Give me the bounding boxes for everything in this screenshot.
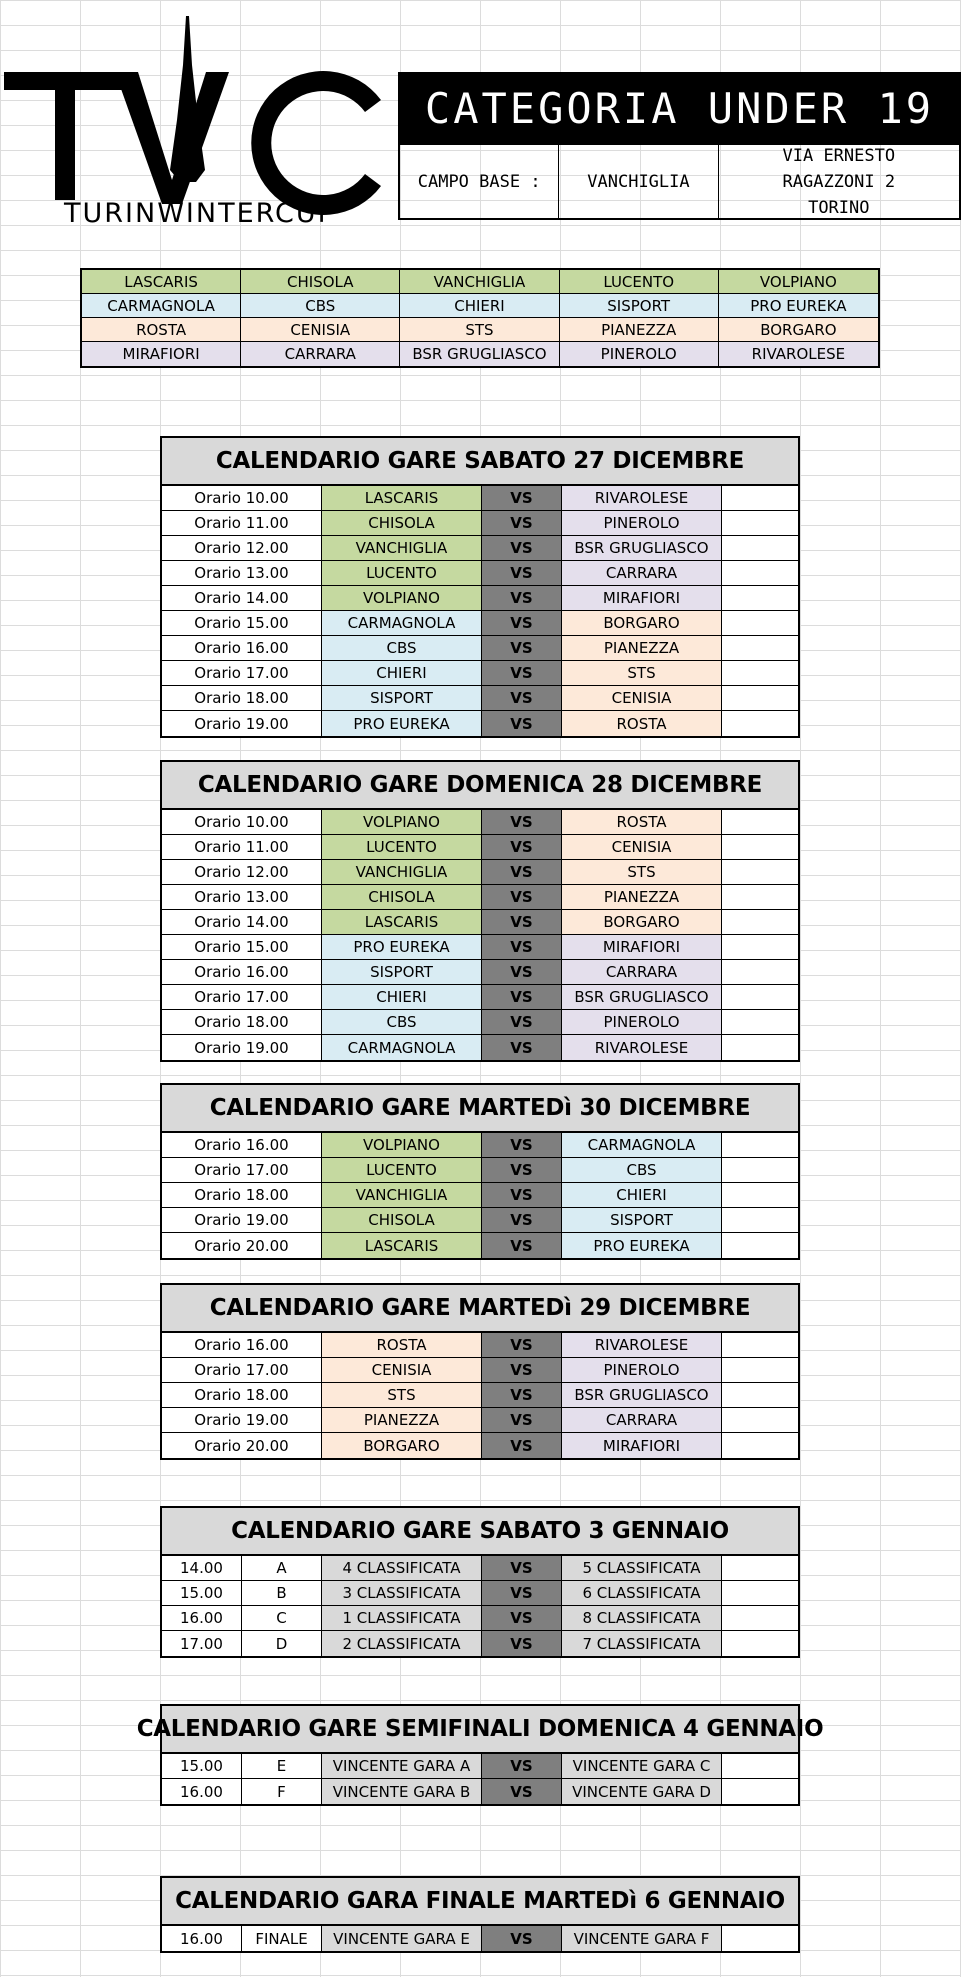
game-row [162, 686, 798, 711]
result-cell [722, 985, 802, 1009]
game-row [162, 636, 798, 661]
group-team-cell: PIANEZZA [560, 318, 719, 342]
address-line-3: TORINO [808, 197, 870, 218]
calendar-title: CALENDARIO GARE MARTEDì 30 DICEMBRE [162, 1085, 798, 1133]
result-cell [722, 1035, 802, 1060]
group-team-cell: MIRAFIORI [82, 342, 241, 366]
game-row [162, 1383, 798, 1408]
home-team: LUCENTO [322, 561, 482, 585]
result-cell [722, 511, 802, 535]
game-time: Orario 15.00 [162, 611, 322, 635]
game-row [162, 985, 798, 1010]
game-time: Orario 19.00 [162, 711, 322, 736]
away-team: ROSTA [562, 711, 722, 736]
result-cell [722, 1754, 802, 1778]
calendar-table [160, 1083, 800, 1260]
game-code: C [242, 1606, 322, 1630]
vs-label: VS [482, 1383, 562, 1407]
vs-label: VS [482, 1581, 562, 1605]
game-row [162, 1333, 798, 1358]
game-time: Orario 14.00 [162, 910, 322, 934]
game-code: A [242, 1556, 322, 1580]
result-cell [722, 1208, 802, 1232]
game-code: F [242, 1779, 322, 1804]
result-cell [722, 1183, 802, 1207]
result-cell [722, 1358, 802, 1382]
game-time: 17.00 [162, 1631, 242, 1656]
away-team: CARRARA [562, 1408, 722, 1432]
calendar-table [160, 436, 800, 738]
game-time: Orario 14.00 [162, 586, 322, 610]
game-row [162, 885, 798, 910]
home-team: CHIERI [322, 661, 482, 685]
vs-label: VS [482, 1333, 562, 1357]
game-time: Orario 12.00 [162, 860, 322, 884]
result-cell [722, 1926, 802, 1951]
game-row [162, 586, 798, 611]
home-team: VINCENTE GARA B [322, 1779, 482, 1804]
home-team: 1 CLASSIFICATA [322, 1606, 482, 1630]
game-row [162, 1035, 798, 1060]
game-time: Orario 16.00 [162, 636, 322, 660]
away-team: STS [562, 860, 722, 884]
game-row [162, 835, 798, 860]
away-team: VINCENTE GARA C [562, 1754, 722, 1778]
calendar-table [136, 1704, 824, 1806]
result-cell [722, 885, 802, 909]
home-team: 4 CLASSIFICATA [322, 1556, 482, 1580]
calendar-table [160, 1283, 800, 1460]
result-cell [722, 486, 802, 510]
vs-label: VS [482, 985, 562, 1009]
base-label: CAMPO BASE : [400, 145, 559, 218]
game-row [162, 935, 798, 960]
game-row [162, 611, 798, 636]
game-row [162, 1183, 798, 1208]
home-team: LUCENTO [322, 835, 482, 859]
game-time: 15.00 [162, 1581, 242, 1605]
home-team: VOLPIANO [322, 586, 482, 610]
home-team: CBS [322, 636, 482, 660]
home-team: PRO EUREKA [322, 711, 482, 736]
group-team-cell: RIVAROLESE [719, 342, 878, 366]
vs-label: VS [482, 711, 562, 736]
game-time: Orario 19.00 [162, 1035, 322, 1060]
vs-label: VS [482, 511, 562, 535]
game-time: Orario 17.00 [162, 1158, 322, 1182]
vs-label: VS [482, 1208, 562, 1232]
result-cell [722, 661, 802, 685]
game-time: Orario 11.00 [162, 835, 322, 859]
game-row [162, 810, 798, 835]
home-team: CBS [322, 1010, 482, 1034]
vs-label: VS [482, 661, 562, 685]
calendar-title: CALENDARIO GARE DOMENICA 28 DICEMBRE [162, 762, 798, 810]
away-team: 6 CLASSIFICATA [562, 1581, 722, 1605]
result-cell [722, 910, 802, 934]
game-time: Orario 18.00 [162, 1383, 322, 1407]
result-cell [722, 1581, 802, 1605]
game-time: Orario 18.00 [162, 686, 322, 710]
away-team: VINCENTE GARA F [562, 1926, 722, 1951]
game-row [162, 711, 798, 736]
game-time: Orario 20.00 [162, 1433, 322, 1458]
vs-label: VS [482, 611, 562, 635]
group-team-cell: CBS [241, 294, 400, 318]
game-time: Orario 16.00 [162, 1333, 322, 1357]
home-team: VANCHIGLIA [322, 860, 482, 884]
group-team-cell: CENISIA [241, 318, 400, 342]
away-team: BORGARO [562, 611, 722, 635]
result-cell [722, 810, 802, 834]
game-time: Orario 20.00 [162, 1233, 322, 1258]
home-team: LASCARIS [322, 486, 482, 510]
group-team-cell: CARRARA [241, 342, 400, 366]
home-team: CHISOLA [322, 1208, 482, 1232]
vs-label: VS [482, 1926, 562, 1951]
home-team: SISPORT [322, 686, 482, 710]
game-time: Orario 13.00 [162, 885, 322, 909]
game-time: Orario 19.00 [162, 1408, 322, 1432]
group-team-cell: BSR GRUGLIASCO [400, 342, 559, 366]
result-cell [722, 1333, 802, 1357]
vs-label: VS [482, 1183, 562, 1207]
game-row [162, 1233, 798, 1258]
group-team-cell: ROSTA [82, 318, 241, 342]
away-team: RIVAROLESE [562, 1333, 722, 1357]
home-team: VOLPIANO [322, 810, 482, 834]
game-code: FINALE [242, 1926, 322, 1951]
game-row [162, 860, 798, 885]
result-cell [722, 611, 802, 635]
game-row [162, 1556, 798, 1581]
vs-label: VS [482, 960, 562, 984]
result-cell [722, 1779, 802, 1804]
home-team: CARMAGNOLA [322, 611, 482, 635]
away-team: PIANEZZA [562, 636, 722, 660]
vs-label: VS [482, 885, 562, 909]
away-team: 7 CLASSIFICATA [562, 1631, 722, 1656]
game-row [162, 1208, 798, 1233]
vs-label: VS [482, 1606, 562, 1630]
vs-label: VS [482, 486, 562, 510]
away-team: PRO EUREKA [562, 1233, 722, 1258]
result-cell [722, 835, 802, 859]
home-team: VINCENTE GARA A [322, 1754, 482, 1778]
result-cell [722, 686, 802, 710]
home-team: CENISIA [322, 1358, 482, 1382]
away-team: RIVAROLESE [562, 486, 722, 510]
vs-label: VS [482, 1158, 562, 1182]
game-time: Orario 13.00 [162, 561, 322, 585]
away-team: MIRAFIORI [562, 586, 722, 610]
game-row [162, 1408, 798, 1433]
vs-label: VS [482, 1035, 562, 1060]
home-team: 2 CLASSIFICATA [322, 1631, 482, 1656]
game-time: Orario 10.00 [162, 810, 322, 834]
away-team: CARMAGNOLA [562, 1133, 722, 1157]
group-team-cell: CARMAGNOLA [82, 294, 241, 318]
vs-label: VS [482, 860, 562, 884]
away-team: 5 CLASSIFICATA [562, 1556, 722, 1580]
calendar-title: CALENDARIO GARE SABATO 27 DICEMBRE [162, 438, 798, 486]
game-row [162, 1631, 798, 1656]
calendar-title: CALENDARIO GARE SEMIFINALI DOMENICA 4 GENNAIO [162, 1706, 798, 1754]
game-code: E [242, 1754, 322, 1778]
home-team: CHIERI [322, 985, 482, 1009]
home-team: VOLPIANO [322, 1133, 482, 1157]
home-team: PRO EUREKA [322, 935, 482, 959]
result-cell [722, 1433, 802, 1458]
game-row [162, 1010, 798, 1035]
result-cell [722, 1408, 802, 1432]
group-team-cell: STS [400, 318, 559, 342]
result-cell [722, 1383, 802, 1407]
game-time: Orario 17.00 [162, 1358, 322, 1382]
vs-label: VS [482, 686, 562, 710]
result-cell [722, 1233, 802, 1258]
base-info-table [398, 145, 961, 220]
game-row [162, 1358, 798, 1383]
result-cell [722, 536, 802, 560]
away-team: RIVAROLESE [562, 1035, 722, 1060]
vs-label: VS [482, 910, 562, 934]
game-row [162, 1779, 798, 1804]
groups-table [80, 268, 880, 368]
game-row [162, 1606, 798, 1631]
game-time: Orario 16.00 [162, 1133, 322, 1157]
away-team: SISPORT [562, 1208, 722, 1232]
game-row [162, 1133, 798, 1158]
home-team: 3 CLASSIFICATA [322, 1581, 482, 1605]
away-team: PINEROLO [562, 1358, 722, 1382]
group-team-cell: PINEROLO [560, 342, 719, 366]
result-cell [722, 636, 802, 660]
group-team-cell: VOLPIANO [719, 270, 878, 294]
vs-label: VS [482, 1433, 562, 1458]
away-team: BSR GRUGLIASCO [562, 985, 722, 1009]
vs-label: VS [482, 1754, 562, 1778]
base-address [719, 145, 959, 218]
result-cell [722, 1158, 802, 1182]
group-team-cell: BORGARO [719, 318, 878, 342]
away-team: STS [562, 661, 722, 685]
game-row [162, 960, 798, 985]
vs-label: VS [482, 536, 562, 560]
game-time: 16.00 [162, 1779, 242, 1804]
vs-label: VS [482, 561, 562, 585]
calendar-table [160, 760, 800, 1062]
game-time: Orario 10.00 [162, 486, 322, 510]
away-team: BORGARO [562, 910, 722, 934]
game-time: Orario 17.00 [162, 985, 322, 1009]
group-team-cell: PRO EUREKA [719, 294, 878, 318]
calendar-title: CALENDARIO GARE SABATO 3 GENNAIO [162, 1508, 798, 1556]
away-team: CENISIA [562, 686, 722, 710]
home-team: PIANEZZA [322, 1408, 482, 1432]
away-team: BSR GRUGLIASCO [562, 1383, 722, 1407]
vs-label: VS [482, 1010, 562, 1034]
home-team: LUCENTO [322, 1158, 482, 1182]
vs-label: VS [482, 1556, 562, 1580]
logo-wordmark: TURINWINTERCUP [64, 198, 336, 225]
game-row [162, 1158, 798, 1183]
vs-label: VS [482, 1408, 562, 1432]
vs-label: VS [482, 636, 562, 660]
result-cell [722, 1606, 802, 1630]
game-time: Orario 18.00 [162, 1183, 322, 1207]
game-time: Orario 15.00 [162, 935, 322, 959]
home-team: CARMAGNOLA [322, 1035, 482, 1060]
result-cell [722, 1010, 802, 1034]
game-row [162, 536, 798, 561]
result-cell [722, 860, 802, 884]
group-team-cell: LUCENTO [560, 270, 719, 294]
game-time: 14.00 [162, 1556, 242, 1580]
away-team: BSR GRUGLIASCO [562, 536, 722, 560]
group-team-cell: CHIERI [400, 294, 559, 318]
result-cell [722, 1631, 802, 1656]
result-cell [722, 586, 802, 610]
away-team: MIRAFIORI [562, 935, 722, 959]
address-line-1: VIA ERNESTO [782, 145, 896, 166]
result-cell [722, 960, 802, 984]
home-team: LASCARIS [322, 1233, 482, 1258]
game-row [162, 1433, 798, 1458]
away-team: CARRARA [562, 960, 722, 984]
group-team-cell: LASCARIS [82, 270, 241, 294]
game-time: Orario 17.00 [162, 661, 322, 685]
calendar-title: CALENDARIO GARE MARTEDì 29 DICEMBRE [162, 1285, 798, 1333]
game-row [162, 486, 798, 511]
game-time: Orario 19.00 [162, 1208, 322, 1232]
home-team: STS [322, 1383, 482, 1407]
home-team: BORGARO [322, 1433, 482, 1458]
away-team: MIRAFIORI [562, 1433, 722, 1458]
home-team: CHISOLA [322, 511, 482, 535]
result-cell [722, 1556, 802, 1580]
result-cell [722, 711, 802, 736]
group-team-cell: SISPORT [560, 294, 719, 318]
result-cell [722, 935, 802, 959]
vs-label: VS [482, 835, 562, 859]
calendar-title: CALENDARIO GARA FINALE MARTEDì 6 GENNAIO [162, 1878, 798, 1926]
home-team: VANCHIGLIA [322, 536, 482, 560]
game-row [162, 1581, 798, 1606]
game-row [162, 661, 798, 686]
game-time: 16.00 [162, 1926, 242, 1951]
vs-label: VS [482, 810, 562, 834]
home-team: VINCENTE GARA E [322, 1926, 482, 1951]
result-cell [722, 561, 802, 585]
vs-label: VS [482, 1779, 562, 1804]
game-time: Orario 18.00 [162, 1010, 322, 1034]
home-team: CHISOLA [322, 885, 482, 909]
game-code: B [242, 1581, 322, 1605]
home-team: SISPORT [322, 960, 482, 984]
vs-label: VS [482, 1133, 562, 1157]
game-row [162, 511, 798, 536]
home-team: VANCHIGLIA [322, 1183, 482, 1207]
game-row [162, 561, 798, 586]
away-team: PINEROLO [562, 1010, 722, 1034]
home-team: LASCARIS [322, 910, 482, 934]
away-team: 8 CLASSIFICATA [562, 1606, 722, 1630]
away-team: VINCENTE GARA D [562, 1779, 722, 1804]
base-name: VANCHIGLIA [559, 145, 718, 218]
turin-winter-cup-logo [0, 10, 395, 225]
vs-label: VS [482, 1631, 562, 1656]
away-team: CBS [562, 1158, 722, 1182]
away-team: ROSTA [562, 810, 722, 834]
group-team-cell: CHISOLA [241, 270, 400, 294]
game-row [162, 910, 798, 935]
vs-label: VS [482, 586, 562, 610]
vs-label: VS [482, 1233, 562, 1258]
calendar-table [160, 1506, 800, 1658]
category-title: CATEGORIA UNDER 19 [398, 72, 961, 145]
result-cell [722, 1133, 802, 1157]
group-team-cell: VANCHIGLIA [400, 270, 559, 294]
game-time: Orario 11.00 [162, 511, 322, 535]
game-time: Orario 16.00 [162, 960, 322, 984]
away-team: CARRARA [562, 561, 722, 585]
away-team: PINEROLO [562, 511, 722, 535]
game-time: Orario 12.00 [162, 536, 322, 560]
vs-label: VS [482, 935, 562, 959]
calendar-table [160, 1876, 800, 1953]
home-team: ROSTA [322, 1333, 482, 1357]
game-row [162, 1754, 798, 1779]
address-line-2: RAGAZZONI 2 [782, 171, 896, 192]
game-time: 16.00 [162, 1606, 242, 1630]
vs-label: VS [482, 1358, 562, 1382]
game-time: 15.00 [162, 1754, 242, 1778]
away-team: PIANEZZA [562, 885, 722, 909]
away-team: CHIERI [562, 1183, 722, 1207]
game-row [162, 1926, 798, 1951]
away-team: CENISIA [562, 835, 722, 859]
game-code: D [242, 1631, 322, 1656]
